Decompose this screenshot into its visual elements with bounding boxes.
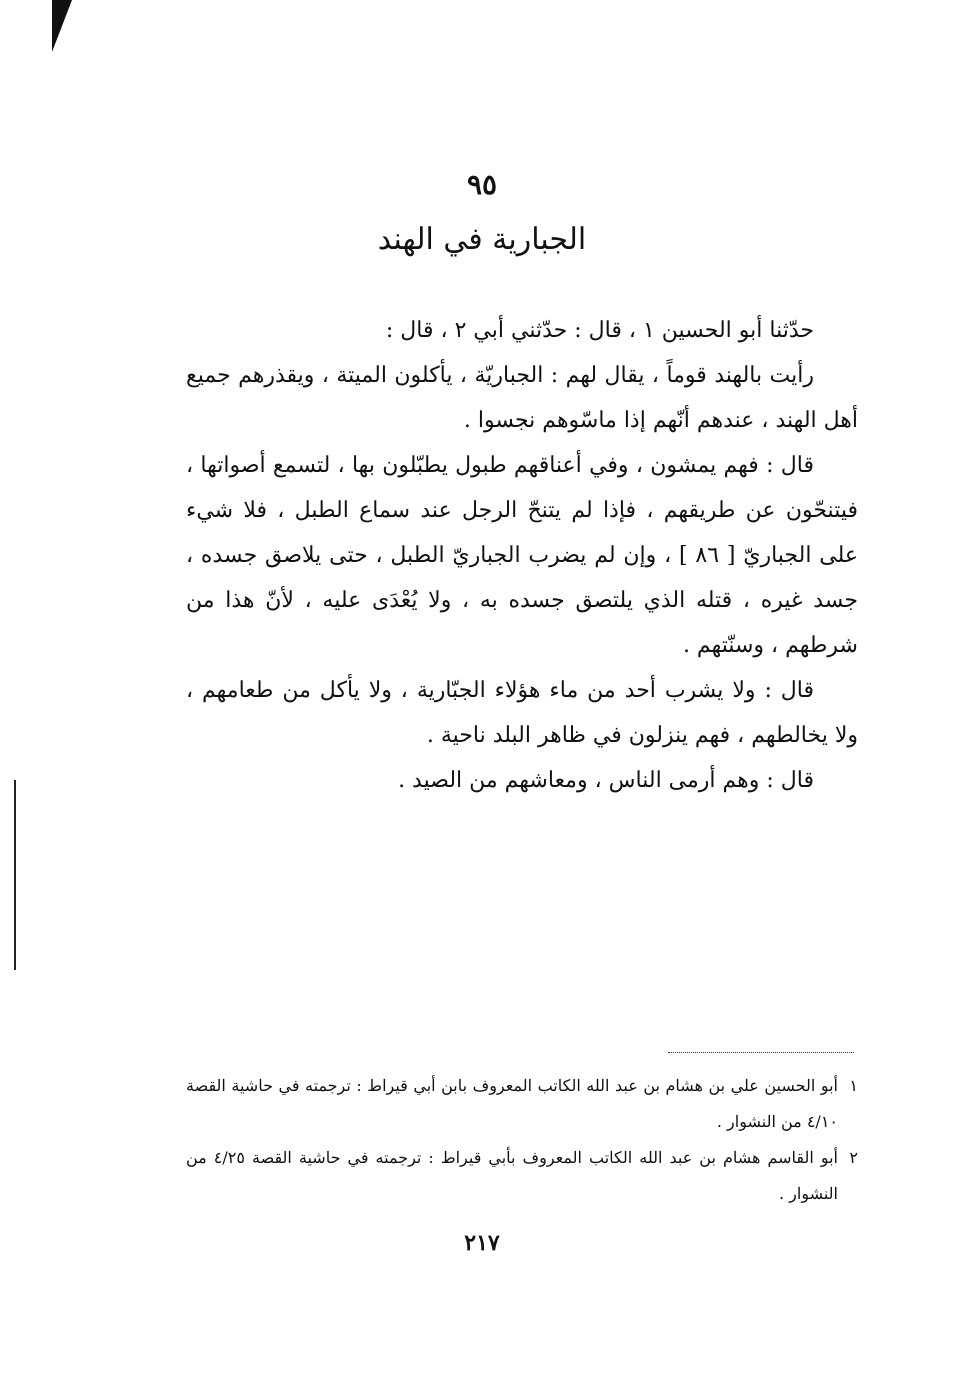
footnote-separator: [668, 1052, 854, 1053]
footnote-number: ٢: [849, 1148, 858, 1167]
footnote-number: ١: [849, 1076, 858, 1095]
story-body: [186, 308, 858, 803]
story-number: ٩٥: [466, 168, 498, 201]
story-title: الجبارية في الهند: [377, 222, 587, 257]
paragraph-2: رأيت بالهند قوماً ، يقال لهم : الجباريّة ، يأكلون الميتة ، ويقذرهم جميع أهل الهند ، عندهم أنّهم إذا ماسّوهم نجسوا .: [186, 363, 858, 433]
footnote-text: أبو القاسم هشام بن عبد الله الكاتب المعروف بأبي قيراط : ترجمته في حاشية القصة ٤/٢٥ من النشوار .: [186, 1148, 839, 1203]
page-number: ٢١٧: [464, 1230, 500, 1256]
binding-edge-line: [14, 780, 16, 970]
footnote-text: أبو الحسين علي بن هشام بن عبد الله الكاتب المعروف بابن أبي قيراط : ترجمته في حاشية القصة ٤/١٠ من النشوار .: [186, 1076, 838, 1131]
footnote-1: [186, 1068, 858, 1140]
paragraph-4: قال : ولا يشرب أحد من ماء هؤلاء الجبّارية ، ولا يأكل من طعامهم ، ولا يخالطهم ، فهم ينزلون في ظاهر البلد ناحية .: [186, 678, 858, 748]
footnote-2: [186, 1140, 858, 1212]
paragraph-1: حدّثنا أبو الحسين ١ ، قال : حدّثني أبي ٢ ، قال :: [385, 318, 814, 343]
paragraph-3: قال : فهم يمشون ، وفي أعناقهم طبول يطبّلون بها ، لتسمع أصواتها ، فيتنحّون عن طريقهم ، فإذا لم يتنحّ الرجل عند سماع الطبل ، فلا شيء على الجباريّ [ ٨٦ ] ، وإن لم يضرب الجباريّ الطبل ، حتى يلاصق جسده ، جسد غيره ، قتله الذي يلتصق جسده به ، ولا يُعْدَى عليه ، لأنّ هذا من شرطهم ، وسنّتهم .: [186, 453, 859, 658]
paragraph-5: قال : وهم أرمى الناس ، ومعاشهم من الصيد .: [398, 768, 814, 793]
footnotes: [186, 1068, 858, 1212]
corner-crop-mark: [52, 0, 72, 52]
